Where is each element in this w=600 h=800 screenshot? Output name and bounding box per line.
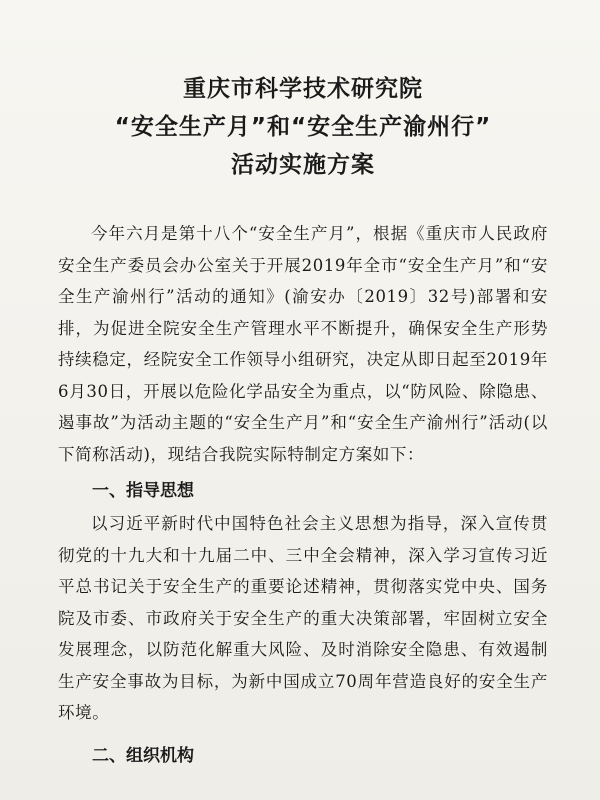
title-line-plan: 活动实施方案 [231, 152, 375, 178]
guiding-ideology-paragraph: 以习近平新时代中国特色社会主义思想为指导，深入宣传贯彻党的十九大和十九届二中、三中全会精神，深入学习宣传习近平总书记关于安全生产的重要论述精神，贯彻落实党中央、国务院及市委、市政府关于安全生产的重大决策部署，牢固树立安全发展理念，以防范化解重大风险、及时消除安全隐患、有效遏制生产安全事故为目标，为新中国成立70周年营造良好的安全生产环境。 [58, 514, 548, 722]
title-line-institute: 重庆市科学技术研究院 [183, 76, 423, 102]
title-line-activities: “安全生产月”和“安全生产渝州行” [114, 114, 492, 140]
document-title [58, 70, 548, 184]
intro-paragraph: 今年六月是第十八个“安全生产月”，根据《重庆市人民政府安全生产委员会办公室关于开展2019年全市“安全生产月”和“安全生产渝州行”活动的通知》(渝安办〔2019〕32号)部署和安排，为促进全院安全生产管理水平不断提升，确保安全生产形势持续稳定，经院安全工作领导小组研究，决定从即日起至2019年6月30日，开展以危险化学品安全为重点，以“防风险、除隐患、遏事故”为活动主题的“安全生产月”和“安全生产渝州行”活动(以下简称活动)，现结合我院实际特制定方案如下： [58, 224, 548, 464]
section-heading-organization: 二、组织机构 [92, 745, 194, 766]
section-heading-guiding-ideology: 一、指导思想 [92, 481, 194, 501]
